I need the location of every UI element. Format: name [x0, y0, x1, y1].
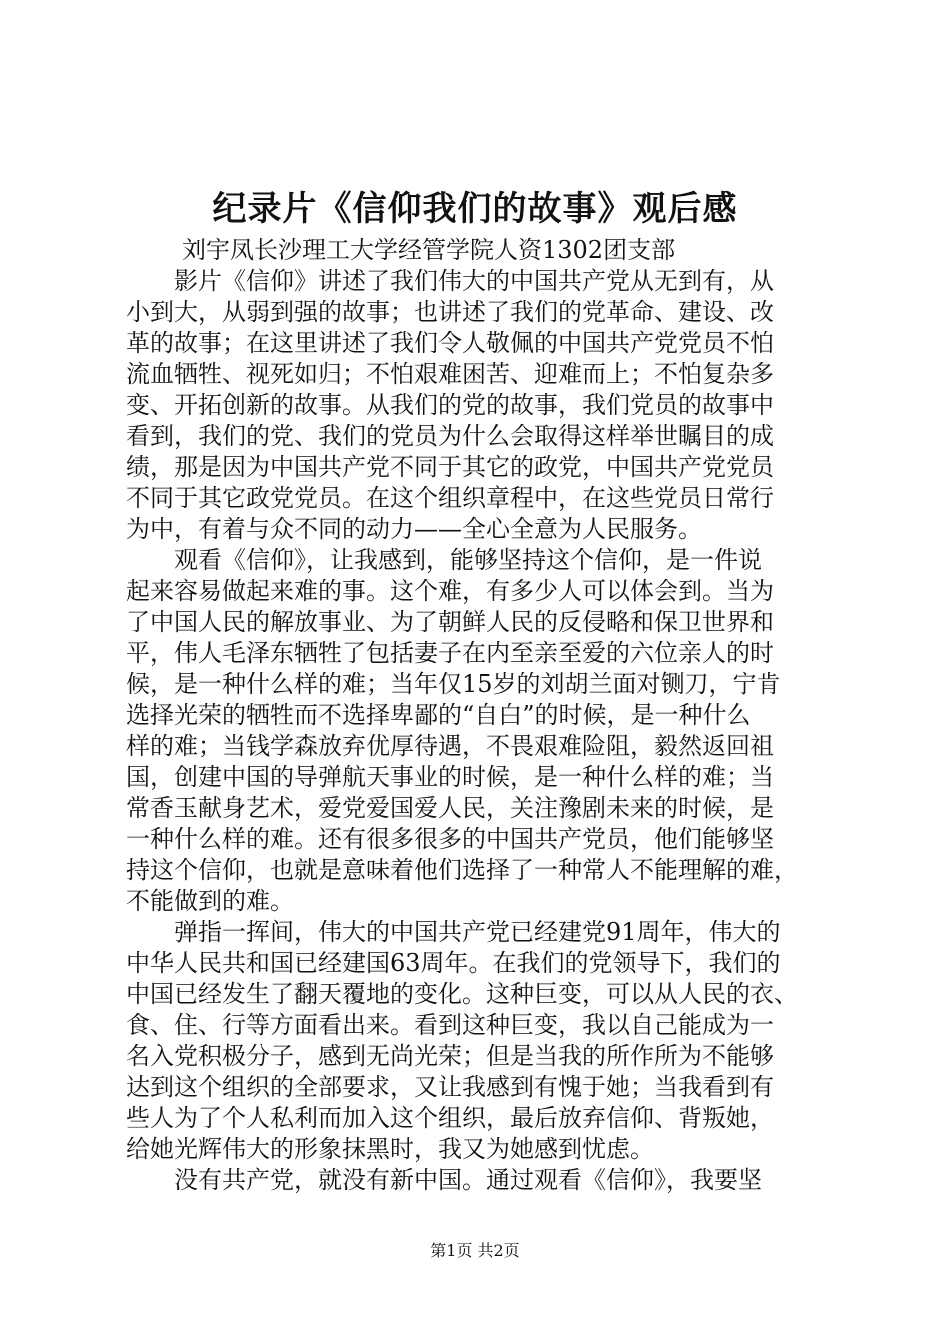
body-line: 影片《信仰》讲述了我们伟大的中国共产党从无到有，从 — [126, 267, 774, 295]
body-line: 中国已经发生了翻天覆地的变化。这种巨变，可以从人民的衣、 — [126, 980, 798, 1008]
body-line: 食、住、行等方面看出来。看到这种巨变，我以自己能成为一 — [126, 1011, 774, 1039]
author-line: 刘宇凤长沙理工大学经管学院人资1302团支部 — [182, 236, 676, 264]
body-line: 国，创建中国的导弹航天事业的时候，是一种什么样的难；当 — [126, 763, 774, 791]
body-line: 达到这个组织的全部要求，又让我感到有愧于她；当我看到有 — [126, 1073, 774, 1101]
page-footer: 第1页 共2页 — [430, 1241, 520, 1260]
body-line: 了中国人民的解放事业、为了朝鲜人民的反侵略和保卫世界和 — [126, 608, 774, 636]
body-line: 没有共产党，就没有新中国。通过观看《信仰》，我要坚 — [126, 1166, 762, 1194]
body-line: 起来容易做起来难的事。这个难，有多少人可以体会到。当为 — [126, 577, 774, 605]
body-line: 一种什么样的难。还有很多很多的中国共产党员，他们能够坚 — [126, 825, 774, 853]
body-line: 变、开拓创新的故事。从我们的党的故事，我们党员的故事中 — [126, 391, 774, 419]
body-line: 流血牺牲、视死如归；不怕艰难困苦、迎难而上；不怕复杂多 — [126, 360, 774, 388]
body-line: 选择光荣的牺牲而不选择卑鄙的“自白”的时候，是一种什么 — [126, 701, 751, 729]
body-line: 中华人民共和国已经建国63周年。在我们的党领导下，我们的 — [126, 949, 781, 977]
body-line: 不同于其它政党党员。在这个组织章程中，在这些党员日常行 — [126, 484, 774, 512]
body-line: 名入党积极分子，感到无尚光荣；但是当我的所作所为不能够 — [126, 1042, 774, 1070]
body-line: 观看《信仰》，让我感到，能够坚持这个信仰，是一件说 — [126, 546, 762, 574]
document-title: 纪录片《信仰我们的故事》观后感 — [212, 189, 738, 229]
body-line: 常香玉献身艺术，爱党爱国爱人民，关注豫剧未来的时候，是 — [126, 794, 774, 822]
body-line: 弹指一挥间，伟大的中国共产党已经建党91周年，伟大的 — [126, 918, 781, 946]
body-line: 给她光辉伟大的形象抹黑时，我又为她感到忧虑。 — [126, 1135, 654, 1163]
body-line: 为中，有着与众不同的动力——全心全意为人民服务。 — [126, 515, 702, 543]
body-line: 样的难；当钱学森放弃优厚待遇，不畏艰难险阻，毅然返回祖 — [126, 732, 774, 760]
body-line: 持这个信仰，也就是意味着他们选择了一种常人不能理解的难， — [126, 856, 798, 884]
body-line: 不能做到的难。 — [126, 887, 294, 915]
body-line: 看到，我们的党、我们的党员为什么会取得这样举世瞩目的成 — [126, 422, 774, 450]
body-line: 绩，那是因为中国共产党不同于其它的政党，中国共产党党员 — [126, 453, 774, 481]
body-line: 些人为了个人私利而加入这个组织，最后放弃信仰、背叛她， — [126, 1104, 774, 1132]
body-line: 革的故事；在这里讲述了我们令人敬佩的中国共产党党员不怕 — [126, 329, 774, 357]
body-line: 候，是一种什么样的难；当年仅15岁的刘胡兰面对铡刀，宁肯 — [126, 670, 781, 698]
body-line: 小到大，从弱到强的故事；也讲述了我们的党革命、建设、改 — [126, 298, 774, 326]
body-line: 平，伟人毛泽东牺牲了包括妻子在内至亲至爱的六位亲人的时 — [126, 639, 774, 667]
